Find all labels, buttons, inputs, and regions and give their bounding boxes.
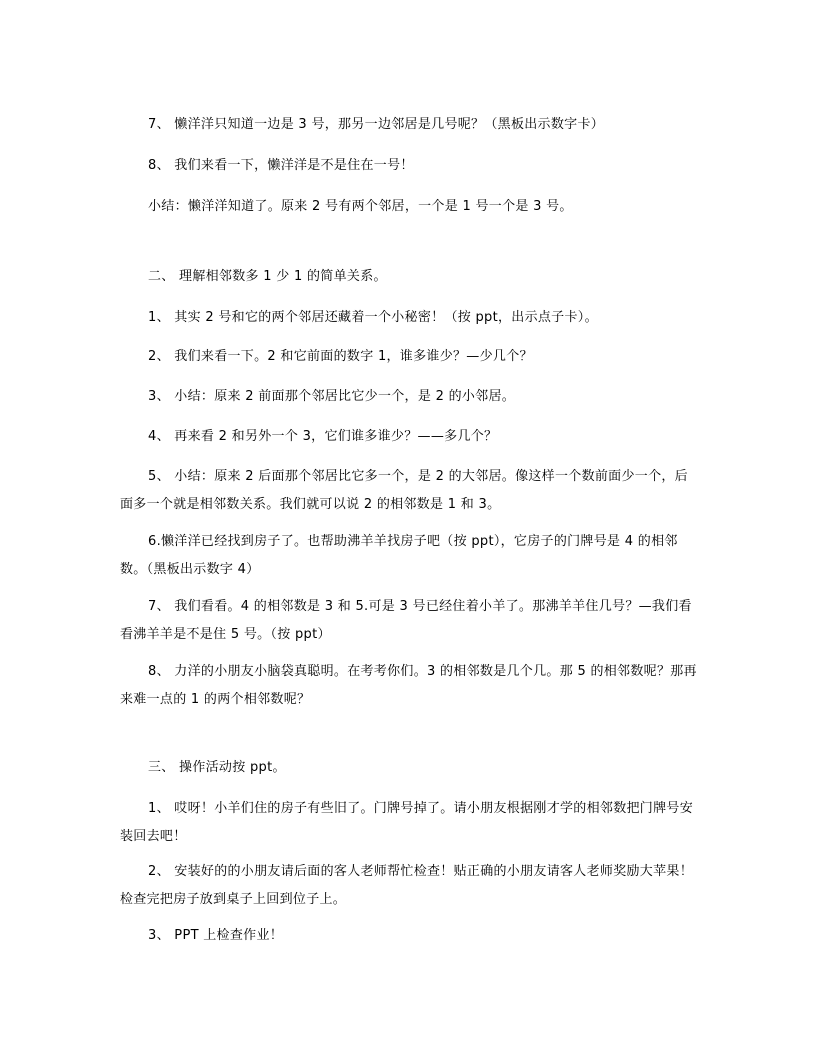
paragraph-part2-step3: 3、 小结：原来 2 前面那个邻居比它少一个，是 2 的小邻居。 xyxy=(148,389,516,404)
section-heading-3: 三、 操作活动按 ppt。 xyxy=(148,760,286,775)
paragraph-part2-step4: 4、 再来看 2 和另外一个 3，它们谁多谁少？——多几个？ xyxy=(148,429,498,444)
paragraph-part2-step7: 7、 我们看看。4 的相邻数是 3 和 5.可是 3 号已经住着小羊了。那沸羊羊住几号？—我们看看沸羊羊是不是住 5 号。（按 ppt） xyxy=(120,599,692,642)
paragraph-part2-step6: 6.懒洋洋已经找到房子了。也帮助沸羊羊找房子吧（按 ppt），它房子的门牌号是 4 的相邻数。（黑板出示数字 4） xyxy=(120,534,678,577)
paragraph-part1-summary: 小结：懒洋洋知道了。原来 2 号有两个邻居，一个是 1 号一个是 3 号。 xyxy=(148,199,573,214)
paragraph-part1-step8: 8、 我们来看一下，懒洋洋是不是住在一号！ xyxy=(148,158,414,173)
section-heading-2: 二、 理解相邻数多 1 少 1 的简单关系。 xyxy=(148,269,387,284)
paragraph-part2-step5: 5、 小结：原来 2 后面那个邻居比它多一个，是 2 的大邻居。像这样一个数前面少一个，后面多一个就是相邻数关系。我们就可以说 2 的相邻数是 1 和 3。 xyxy=(120,469,688,512)
paragraph-part3-step3: 3、 PPT 上检查作业！ xyxy=(148,928,284,943)
paragraph-part3-step1: 1、 哎呀！小羊们住的房子有些旧了。门牌号掉了。请小朋友根据刚才学的相邻数把门牌号安装回去吧！ xyxy=(120,801,694,844)
paragraph-part2-step8: 8、 力洋的小朋友小脑袋真聪明。在考考你们。3 的相邻数是几个几。那 5 的相邻数呢？那再来难一点的 1 的两个相邻数呢？ xyxy=(120,664,697,707)
paragraph-part1-step7: 7、 懒洋洋只知道一边是 3 号，那另一边邻居是几号呢？（黑板出示数字卡） xyxy=(148,117,605,132)
paragraph-part3-step2: 2、 安装好的的小朋友请后面的客人老师帮忙检查！贴正确的小朋友请客人老师奖励大苹果！检查完把房子放到桌子上回到位子上。 xyxy=(120,864,694,907)
paragraph-part2-step2: 2、 我们来看一下。2 和它前面的数字 1，谁多谁少？—少几个？ xyxy=(148,349,533,364)
paragraph-part2-step1: 1、 其实 2 号和它的两个邻居还藏着一个小秘密！（按 ppt，出示点子卡）。 xyxy=(148,310,598,325)
